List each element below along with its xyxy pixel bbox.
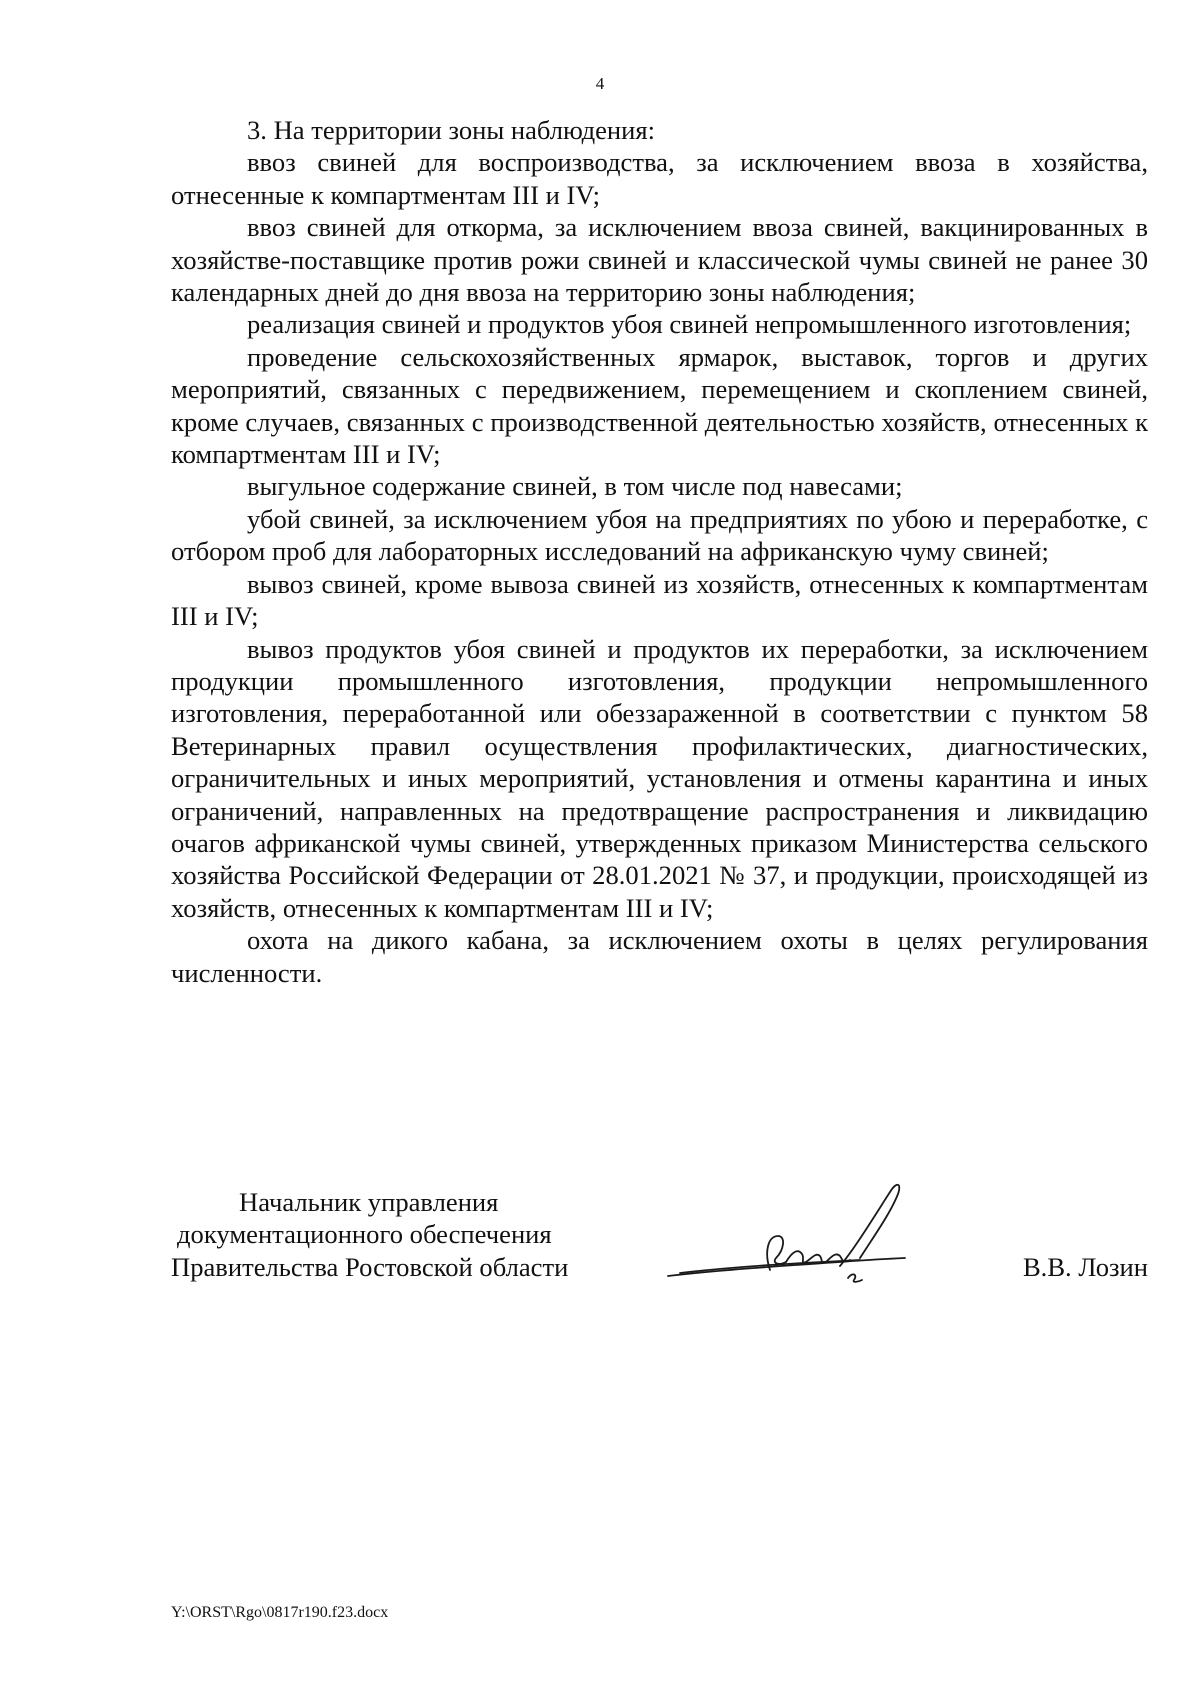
signatory-title-line: документационного обеспечения xyxy=(177,1219,552,1250)
signatory-name: В.В. Лозин xyxy=(1022,1252,1148,1282)
paragraph-free-range: выгульное содержание свиней, в том числе под навесами; xyxy=(247,471,903,502)
page-number: 4 xyxy=(595,74,605,93)
paragraph-product-export: вывоз продуктов убоя свиней и продуктов их переработки, за исключением продукции промышленного изготовления, продукции непромышленного изготовления, переработанной или обеззараженной в соответствии с пунктом 58 Ветеринарных правил осуществления профилактических, диагностических, ограничительных и иных мероприятий, установления и отмены карантина и иных ограничений, направленных на предотвращение распространения и ликвидацию очагов африканской чумы свиней, утвержденных приказом Министерства сельского хозяйства Российской Федерации от 28.01.2021 № 37, и продукции, происходящей из хозяйств, отнесенных к компартментам III и IV; xyxy=(171,633,1148,923)
signatory-title-line: Начальник управления xyxy=(239,1187,499,1217)
paragraph-slaughter: убой свиней, за исключением убоя на предприятиях по убою и переработке, с отбором проб для лабораторных исследований на африканскую чуму свиней; xyxy=(171,503,1148,567)
file-path-footer: Y:\ORST\Rgo\0817r190.f23.docx xyxy=(171,1604,389,1621)
paragraph-hunting: охота на дикого кабана, за исключением охоты в целях регулирования численности. xyxy=(171,925,1148,988)
paragraph-fairs: проведение сельскохозяйственных ярмарок, выставок, торгов и других мероприятий, связанных с передвижением, перемещением и скоплением свиней, кроме случаев, связанных с производственной деятельностью хозяйств, отнесенных к компартментам III и IV; xyxy=(171,341,1148,470)
signatory-title-line: Правительства Ростовской области xyxy=(171,1251,569,1282)
paragraph-pig-export: вывоз свиней, кроме вывоза свиней из хозяйств, отнесенных к компартментам III и IV; xyxy=(171,568,1148,632)
document-body xyxy=(171,114,1148,989)
signatory-title xyxy=(171,1186,641,1283)
handwritten-signature xyxy=(660,1170,940,1290)
paragraph-fattening-import: ввоз свиней для откорма, за исключением ввоза свиней, вакцинированных в хозяйстве-поставщике против рожи свиней и классической чумы свиней не ранее 30 календарных дней до дня ввоза на территорию зоны наблюдения; xyxy=(171,212,1148,308)
paragraph-section-heading: 3. На территории зоны наблюдения: xyxy=(247,115,655,145)
paragraph-breeding-import: ввоз свиней для воспроизводства, за исключением ввоза в хозяйства, отнесенные к компартментам III и IV; xyxy=(171,147,1148,210)
paragraph-sale: реализация свиней и продуктов убоя свиней непромышленного изготовления; xyxy=(247,309,1132,340)
